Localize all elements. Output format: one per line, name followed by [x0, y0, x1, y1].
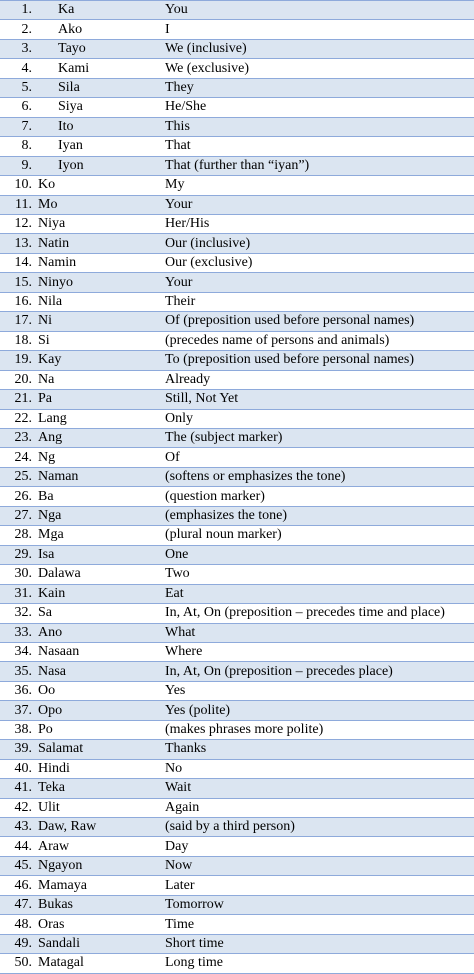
word-cell	[0, 234, 165, 253]
english-meaning: In, At, On (preposition – precedes place)	[165, 662, 474, 681]
tagalog-word: Nasa	[38, 663, 66, 679]
word-cell	[0, 720, 165, 739]
table-row	[0, 292, 474, 311]
row-number: 14.	[14, 255, 32, 271]
table-row	[0, 895, 474, 914]
word-cell	[0, 59, 165, 78]
word-cell	[0, 662, 165, 681]
row-number: 33.	[14, 624, 32, 640]
tagalog-word: Pa	[38, 391, 52, 407]
table-row	[0, 662, 474, 681]
row-number: 50.	[14, 955, 32, 971]
table-row	[0, 253, 474, 272]
tagalog-word: Siya	[58, 99, 83, 115]
row-number: 22.	[14, 410, 32, 426]
english-meaning: My	[165, 176, 474, 195]
row-number: 44.	[14, 838, 32, 854]
row-number: 23.	[14, 430, 32, 446]
table-row	[0, 448, 474, 467]
word-cell	[0, 176, 165, 195]
tagalog-word: Nila	[38, 294, 63, 310]
table-row	[0, 934, 474, 953]
row-number: 30.	[14, 566, 32, 582]
row-number: 2.	[21, 21, 32, 37]
tagalog-word: Mamaya	[38, 877, 87, 893]
row-number: 48.	[14, 916, 32, 932]
row-number: 31.	[14, 585, 32, 601]
table-row	[0, 78, 474, 97]
word-cell	[0, 779, 165, 798]
table-row	[0, 59, 474, 78]
tagalog-word: Ako	[58, 21, 83, 37]
english-meaning: Only	[165, 409, 474, 428]
table-row	[0, 390, 474, 409]
row-number: 38.	[14, 721, 32, 737]
word-cell	[0, 545, 165, 564]
word-cell	[0, 273, 165, 292]
row-number: 6.	[21, 99, 32, 115]
tagalog-word: Oo	[38, 683, 56, 699]
word-cell	[0, 20, 165, 39]
table-row	[0, 214, 474, 233]
word-cell	[0, 818, 165, 837]
word-cell	[0, 117, 165, 136]
table-row	[0, 681, 474, 700]
word-cell	[0, 467, 165, 486]
english-meaning: No	[165, 759, 474, 778]
word-cell	[0, 759, 165, 778]
row-number: 3.	[21, 41, 32, 57]
row-number: 42.	[14, 799, 32, 815]
word-cell	[0, 428, 165, 447]
row-number: 26.	[14, 488, 32, 504]
tagalog-word: Si	[38, 332, 50, 348]
english-meaning: One	[165, 545, 474, 564]
row-number: 4.	[21, 60, 32, 76]
english-meaning: Thanks	[165, 740, 474, 759]
word-cell	[0, 934, 165, 953]
table-row	[0, 740, 474, 759]
word-cell	[0, 137, 165, 156]
word-cell	[0, 798, 165, 817]
row-number: 11.	[15, 196, 32, 212]
table-row	[0, 642, 474, 661]
row-number: 5.	[21, 80, 32, 96]
table-row	[0, 137, 474, 156]
english-meaning: Eat	[165, 584, 474, 603]
table-row	[0, 351, 474, 370]
english-meaning: (precedes name of persons and animals)	[165, 331, 474, 350]
row-number: 49.	[14, 935, 32, 951]
english-meaning: Day	[165, 837, 474, 856]
table-row	[0, 565, 474, 584]
word-cell	[0, 623, 165, 642]
table-row	[0, 720, 474, 739]
row-number: 27.	[14, 508, 32, 523]
row-number: 7.	[21, 118, 32, 134]
table-row	[0, 779, 474, 798]
row-number: 10.	[14, 177, 32, 193]
english-meaning: Their	[165, 292, 474, 311]
english-meaning: That	[165, 137, 474, 156]
word-cell	[0, 837, 165, 856]
word-cell	[0, 253, 165, 272]
row-number: 12.	[14, 216, 32, 232]
table-row	[0, 234, 474, 253]
word-cell	[0, 195, 165, 214]
tagalog-word: Teka	[38, 780, 66, 796]
tagalog-word: Na	[38, 371, 55, 387]
english-meaning: (question marker)	[165, 487, 474, 506]
row-number: 18.	[14, 332, 32, 348]
table-row	[0, 98, 474, 117]
word-cell	[0, 565, 165, 584]
english-meaning: Already	[165, 370, 474, 389]
english-meaning: That (further than “iyan”)	[165, 156, 474, 175]
table-row	[0, 428, 474, 447]
row-number: 24.	[14, 449, 32, 465]
tagalog-word: Sila	[58, 80, 80, 96]
table-row	[0, 156, 474, 175]
word-cell	[0, 876, 165, 895]
table-row	[0, 39, 474, 58]
table-row	[0, 604, 474, 623]
table-row	[0, 915, 474, 934]
tagalog-word: Namin	[38, 255, 77, 271]
table-row	[0, 584, 474, 603]
english-meaning: Again	[165, 798, 474, 817]
word-cell	[0, 39, 165, 58]
english-meaning: (plural noun marker)	[165, 526, 474, 545]
tagalog-word: Mo	[38, 196, 58, 212]
row-number: 43.	[14, 819, 32, 835]
english-meaning: We (exclusive)	[165, 59, 474, 78]
english-meaning: Where	[165, 642, 474, 661]
table-row	[0, 312, 474, 331]
tagalog-word: Ngayon	[38, 858, 83, 874]
tagalog-word: Nga	[38, 508, 62, 523]
word-cell	[0, 506, 165, 525]
english-meaning: (said by a third person)	[165, 818, 474, 837]
english-meaning: Our (exclusive)	[165, 253, 474, 272]
english-meaning: Of (preposition used before personal names)	[165, 312, 474, 331]
row-number: 1.	[21, 2, 32, 18]
tagalog-word: Ninyo	[38, 274, 73, 290]
word-cell	[0, 954, 165, 973]
word-cell	[0, 409, 165, 428]
table-row	[0, 545, 474, 564]
english-meaning: Now	[165, 856, 474, 875]
row-number: 28.	[14, 527, 32, 543]
english-meaning: Yes	[165, 681, 474, 700]
tagalog-word: Oras	[38, 916, 65, 932]
table-row	[0, 487, 474, 506]
row-number: 39.	[14, 741, 32, 757]
table-row	[0, 176, 474, 195]
tagalog-word: Ni	[38, 313, 52, 329]
tagalog-word: Nasaan	[38, 644, 80, 660]
english-meaning: Later	[165, 876, 474, 895]
row-number: 36.	[14, 683, 32, 699]
row-number: 8.	[21, 138, 32, 154]
table-row	[0, 409, 474, 428]
tagalog-word: Ka	[58, 2, 75, 18]
word-cell	[0, 370, 165, 389]
word-cell	[0, 312, 165, 331]
table-row	[0, 117, 474, 136]
row-number: 41.	[14, 780, 32, 796]
word-cell	[0, 214, 165, 233]
tagalog-word: Lang	[38, 410, 67, 426]
row-number: 9.	[21, 157, 32, 173]
tagalog-word: Ano	[38, 624, 63, 640]
tagalog-word: Sa	[38, 605, 52, 621]
tagalog-word: Bukas	[38, 897, 73, 913]
word-cell	[0, 156, 165, 175]
table-row	[0, 195, 474, 214]
english-meaning: To (preposition used before personal names)	[165, 351, 474, 370]
english-meaning: Short time	[165, 934, 474, 953]
english-meaning: We (inclusive)	[165, 39, 474, 58]
english-meaning: Wait	[165, 779, 474, 798]
tagalog-word: Naman	[38, 469, 79, 485]
table-row	[0, 370, 474, 389]
table-row	[0, 818, 474, 837]
word-cell	[0, 895, 165, 914]
tagalog-word: Ko	[38, 177, 56, 193]
word-cell	[0, 740, 165, 759]
table-row	[0, 798, 474, 817]
english-meaning: Yes (polite)	[165, 701, 474, 720]
tagalog-word: Po	[38, 721, 53, 737]
word-cell	[0, 487, 165, 506]
english-meaning: They	[165, 78, 474, 97]
tagalog-word: Ulit	[38, 799, 60, 815]
table-row	[0, 506, 474, 525]
table-row	[0, 954, 474, 973]
tagalog-word: Kay	[38, 352, 62, 368]
row-number: 25.	[14, 469, 32, 485]
english-meaning: Your	[165, 273, 474, 292]
english-meaning: You	[165, 1, 474, 20]
tagalog-word: Matagal	[38, 955, 84, 971]
tagalog-word: Niya	[38, 216, 66, 232]
word-cell	[0, 448, 165, 467]
word-cell	[0, 98, 165, 117]
tagalog-word: Sandali	[38, 935, 80, 951]
word-cell	[0, 292, 165, 311]
row-number: 15.	[14, 274, 32, 290]
row-number: 35.	[14, 663, 32, 679]
word-cell	[0, 351, 165, 370]
row-number: 37.	[14, 702, 32, 718]
english-meaning: (softens or emphasizes the tone)	[165, 467, 474, 486]
tagalog-word: Iyan	[58, 138, 83, 154]
row-number: 46.	[14, 877, 32, 893]
tagalog-word: Opo	[38, 702, 63, 718]
word-cell	[0, 681, 165, 700]
word-cell	[0, 642, 165, 661]
row-number: 45.	[14, 858, 32, 874]
word-cell	[0, 856, 165, 875]
tagalog-word: Ng	[38, 449, 56, 465]
tagalog-word: Kain	[38, 585, 66, 601]
row-number: 47.	[14, 897, 32, 913]
english-meaning: What	[165, 623, 474, 642]
tagalog-word: Salamat	[38, 741, 84, 757]
tagalog-word: Mga	[38, 527, 64, 543]
row-number: 19.	[14, 352, 32, 368]
table-row	[0, 876, 474, 895]
tagalog-word: Dalawa	[38, 566, 81, 582]
english-meaning: Time	[165, 915, 474, 934]
table-row	[0, 467, 474, 486]
tagalog-word: Natin	[38, 235, 70, 251]
word-cell	[0, 390, 165, 409]
english-meaning: Tomorrow	[165, 895, 474, 914]
english-meaning: Her/His	[165, 214, 474, 233]
tagalog-word: Ba	[38, 488, 54, 504]
english-meaning: Two	[165, 565, 474, 584]
word-cell	[0, 584, 165, 603]
english-meaning: Your	[165, 195, 474, 214]
tagalog-word: Hindi	[38, 760, 70, 776]
english-meaning: He/She	[165, 98, 474, 117]
word-cell	[0, 604, 165, 623]
english-meaning: Long time	[165, 954, 474, 973]
table-row	[0, 1, 474, 20]
table-row	[0, 20, 474, 39]
english-meaning: Of	[165, 448, 474, 467]
english-meaning: Still, Not Yet	[165, 390, 474, 409]
row-number: 13.	[14, 235, 32, 251]
table-row	[0, 701, 474, 720]
row-number: 34.	[14, 644, 32, 660]
word-cell	[0, 78, 165, 97]
row-number: 20.	[14, 371, 32, 387]
row-number: 32.	[14, 605, 32, 621]
table-row	[0, 273, 474, 292]
tagalog-word: Ito	[58, 118, 74, 134]
english-meaning: Our (inclusive)	[165, 234, 474, 253]
table-row	[0, 623, 474, 642]
tagalog-word: Tayo	[58, 41, 86, 57]
row-number: 16.	[14, 294, 32, 310]
tagalog-word: Isa	[38, 546, 55, 562]
word-cell	[0, 701, 165, 720]
word-cell	[0, 915, 165, 934]
english-meaning: In, At, On (preposition – precedes time and place)	[165, 604, 474, 623]
table-row	[0, 759, 474, 778]
english-meaning: (emphasizes the tone)	[165, 506, 474, 525]
vocabulary-table-body	[0, 1, 474, 974]
tagalog-word: Kami	[58, 60, 90, 76]
english-meaning: (makes phrases more polite)	[165, 720, 474, 739]
tagalog-word: Araw	[38, 838, 70, 854]
tagalog-word: Daw, Raw	[38, 819, 97, 835]
english-meaning: The (subject marker)	[165, 428, 474, 447]
word-cell	[0, 331, 165, 350]
english-meaning: I	[165, 20, 474, 39]
row-number: 29.	[14, 546, 32, 562]
tagalog-word: Ang	[38, 430, 63, 446]
word-cell	[0, 1, 165, 20]
row-number: 21.	[14, 391, 32, 407]
row-number: 40.	[14, 760, 32, 776]
word-cell	[0, 526, 165, 545]
table-row	[0, 837, 474, 856]
row-number: 17.	[14, 313, 32, 329]
english-meaning: This	[165, 117, 474, 136]
table-row	[0, 526, 474, 545]
table-row	[0, 856, 474, 875]
tagalog-word: Iyon	[58, 157, 84, 173]
table-row	[0, 331, 474, 350]
